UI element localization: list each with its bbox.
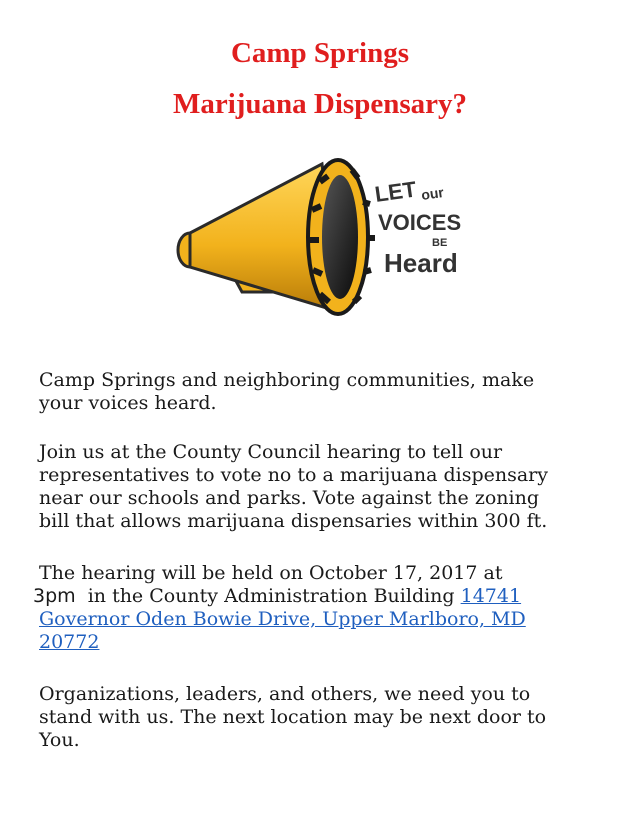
slogan-be: BE <box>432 237 448 249</box>
slogan-voices: VOICES <box>378 210 462 235</box>
slogan-heard: Heard <box>384 248 458 278</box>
intro-paragraph <box>39 369 609 415</box>
closing-paragraph <box>39 683 609 752</box>
text-line: near our schools and parks. Vote against the zoning <box>39 487 539 509</box>
hearing-details-paragraph <box>33 562 609 654</box>
address-link-part-1[interactable]: 14741 <box>460 585 522 607</box>
text-line: representatives to vote no to a marijuana dispensary <box>39 464 548 486</box>
building-text: in the County Administration Building <box>81 585 461 607</box>
address-link-part-3[interactable]: 20772 <box>39 631 100 653</box>
text-line: Organizations, leaders, and others, we need you to <box>39 683 531 705</box>
hearing-call-paragraph <box>39 441 609 533</box>
text-line <box>39 631 609 654</box>
let-our-voices-be-heard-logo <box>373 176 461 278</box>
text-line: Join us at the County Council hearing to tell our <box>39 441 503 463</box>
text-line: You. <box>39 729 80 751</box>
time-text: 3pm <box>33 585 76 607</box>
megaphone-icon <box>178 160 375 314</box>
text-line: stand with us. The next location may be next door to <box>39 706 547 728</box>
page-title-line-1: Camp Springs <box>230 37 410 69</box>
address-link-part-2[interactable]: Governor Oden Bowie Drive, Upper Marlboro, MD <box>39 608 526 630</box>
text-line: bill that allows marijuana dispensaries within 300 ft. <box>39 510 548 532</box>
page-title-line-2: Marijuana Dispensary? <box>172 88 468 120</box>
slogan-our: our <box>420 183 445 203</box>
text-line <box>39 608 609 631</box>
slogan-let: LET <box>373 176 418 207</box>
text-line <box>33 585 609 608</box>
text-line: Camp Springs and neighboring communities, make <box>39 369 535 391</box>
text-line: The hearing will be held on October 17, 2017 at <box>39 562 503 584</box>
text-line: your voices heard. <box>39 392 217 414</box>
megaphone-graphic <box>170 142 470 330</box>
